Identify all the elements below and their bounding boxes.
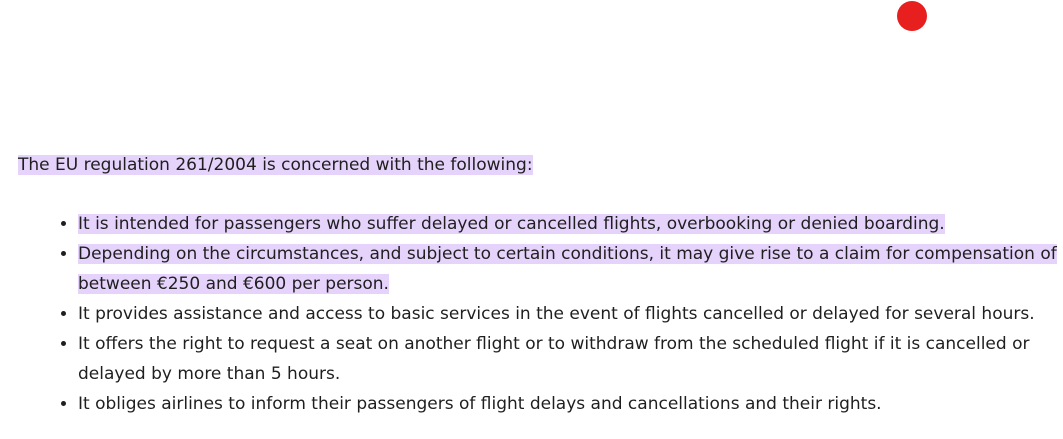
intro-text: The EU regulation 261/2004 is concerned with the following: — [18, 155, 533, 175]
list-item-text: It obliges airlines to inform their passengers of flight delays and cancellations and their rights. — [78, 394, 882, 414]
list-item — [78, 299, 1063, 329]
regulation-bullet-list — [47, 209, 1063, 419]
list-item — [78, 389, 1063, 419]
list-item-text: It provides assistance and access to basic services in the event of flights cancelled or delayed for several hours. — [78, 304, 1035, 324]
list-item-text: Depending on the circumstances, and subject to certain conditions, it may give rise to a claim for compensation of between €250 and €600 per person. — [78, 244, 1057, 294]
list-item — [78, 239, 1063, 299]
list-item-text: It is intended for passengers who suffer delayed or cancelled flights, overbooking or denied boarding. — [78, 214, 945, 234]
list-item — [78, 209, 1063, 239]
list-item-text: It offers the right to request a seat on another flight or to withdraw from the scheduled flight if it is cancelled or delayed by more than 5 hours. — [78, 334, 1030, 384]
recording-indicator-icon — [897, 1, 927, 31]
intro-paragraph — [18, 150, 533, 180]
list-item — [78, 329, 1063, 389]
